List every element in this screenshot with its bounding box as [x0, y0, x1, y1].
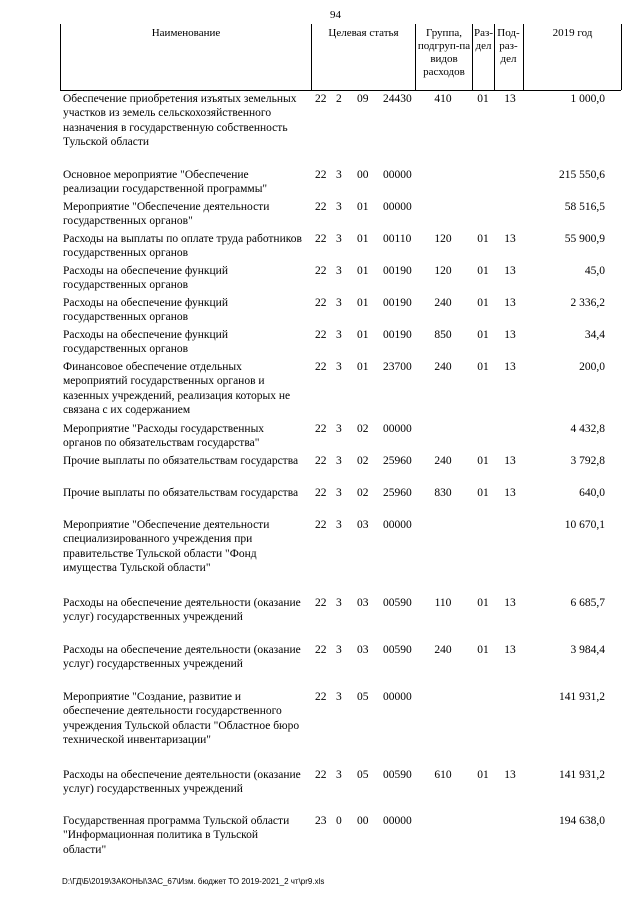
row-name: Расходы на обеспечение деятельности (оказание услуг) государственных учреждений: [63, 769, 301, 796]
row-group: 850: [434, 329, 452, 341]
row-code-1: 22: [315, 93, 327, 105]
row-code-4: 00590: [383, 644, 412, 656]
row-code-3: 05: [357, 691, 369, 703]
row-code-1: 23: [315, 815, 327, 827]
row-name: Расходы на выплаты по оплате труда работников государственных органов: [63, 233, 302, 260]
row-code-4: 24430: [383, 93, 412, 105]
row-amount: 200,0: [579, 361, 605, 373]
row-code-3: 01: [357, 297, 369, 309]
row-code-4: 00000: [383, 691, 412, 703]
row-code-4: 00190: [383, 329, 412, 341]
row-code-2: 3: [336, 233, 342, 245]
row-subsection: 13: [504, 487, 516, 499]
row-code-1: 22: [315, 455, 327, 467]
row-section: 01: [477, 361, 489, 373]
row-code-3: 02: [357, 455, 369, 467]
row-code-3: 09: [357, 93, 369, 105]
row-code-2: 2: [336, 93, 342, 105]
row-code-4: 23700: [383, 361, 412, 373]
row-group: 120: [434, 265, 452, 277]
row-subsection: 13: [504, 769, 516, 781]
row-group: 240: [434, 297, 452, 309]
row-code-1: 22: [315, 519, 327, 531]
row-name: Мероприятие "Расходы государственных органов по обязательствам государства": [63, 423, 265, 450]
row-group: 830: [434, 487, 452, 499]
row-code-3: 03: [357, 519, 369, 531]
row-section: 01: [477, 233, 489, 245]
row-section: 01: [477, 265, 489, 277]
row-name: Расходы на обеспечение деятельности (оказание услуг) государственных учреждений: [63, 597, 301, 624]
row-group: 610: [434, 769, 452, 781]
row-name: Расходы на обеспечение функций государственных органов: [63, 329, 228, 356]
row-amount: 141 931,2: [559, 691, 605, 703]
row-amount: 55 900,9: [564, 233, 605, 245]
row-group: 410: [434, 93, 452, 105]
row-section: 01: [477, 329, 489, 341]
row-section: 01: [477, 597, 489, 609]
row-subsection: 13: [504, 297, 516, 309]
row-code-2: 3: [336, 519, 342, 531]
header-section: Раз-дел: [473, 27, 493, 52]
row-amount: 34,4: [584, 329, 605, 341]
row-code-2: 3: [336, 597, 342, 609]
row-amount: 141 931,2: [559, 769, 605, 781]
row-code-3: 02: [357, 423, 369, 435]
row-code-3: 05: [357, 769, 369, 781]
row-group: 240: [434, 644, 452, 656]
row-amount: 3 984,4: [570, 644, 605, 656]
row-subsection: 13: [504, 597, 516, 609]
row-code-1: 22: [315, 487, 327, 499]
row-code-3: 02: [357, 487, 369, 499]
row-code-4: 00110: [383, 233, 412, 245]
row-subsection: 13: [504, 644, 516, 656]
row-group: 240: [434, 361, 452, 373]
row-group: 240: [434, 455, 452, 467]
row-code-2: 3: [336, 361, 342, 373]
row-amount: 6 685,7: [570, 597, 605, 609]
row-code-1: 22: [315, 265, 327, 277]
row-name: Прочие выплаты по обязательствам государства: [63, 487, 299, 499]
row-amount: 10 670,1: [564, 519, 605, 531]
row-code-1: 22: [315, 329, 327, 341]
row-code-1: 22: [315, 169, 327, 181]
row-amount: 194 638,0: [559, 815, 605, 827]
row-code-4: 00000: [383, 169, 412, 181]
row-name: Расходы на обеспечение деятельности (оказание услуг) государственных учреждений: [63, 644, 301, 671]
page-number: 94: [330, 9, 341, 21]
header-year: 2019 год: [552, 27, 593, 39]
row-subsection: 13: [504, 361, 516, 373]
row-name: Мероприятие "Обеспечение деятельности государственных органов": [63, 201, 270, 228]
header-target-article: Целевая статья: [328, 27, 399, 39]
row-section: 01: [477, 769, 489, 781]
column-divider: [311, 24, 312, 90]
row-amount: 58 516,5: [564, 201, 605, 213]
row-code-1: 22: [315, 201, 327, 213]
row-code-3: 01: [357, 361, 369, 373]
row-section: 01: [477, 93, 489, 105]
row-code-1: 22: [315, 423, 327, 435]
row-code-4: 00000: [383, 423, 412, 435]
row-code-2: 3: [336, 423, 342, 435]
row-code-3: 00: [357, 815, 369, 827]
row-code-1: 22: [315, 233, 327, 245]
row-subsection: 13: [504, 93, 516, 105]
row-subsection: 13: [504, 233, 516, 245]
row-name: Государственная программа Тульской области "Информационная политика в Тульской области": [63, 815, 290, 856]
row-section: 01: [477, 487, 489, 499]
row-code-2: 3: [336, 329, 342, 341]
row-subsection: 13: [504, 329, 516, 341]
row-code-2: 3: [336, 691, 342, 703]
row-code-4: 00590: [383, 597, 412, 609]
row-section: 01: [477, 644, 489, 656]
row-subsection: 13: [504, 455, 516, 467]
column-divider: [523, 24, 524, 90]
row-code-4: 00000: [383, 519, 412, 531]
header-name: Наименование: [151, 27, 221, 39]
row-amount: 3 792,8: [570, 455, 605, 467]
row-code-4: 00190: [383, 265, 412, 277]
row-code-2: 0: [336, 815, 342, 827]
row-code-3: 01: [357, 233, 369, 245]
column-divider: [60, 24, 61, 90]
row-name: Прочие выплаты по обязательствам государства: [63, 455, 299, 467]
row-code-1: 22: [315, 361, 327, 373]
row-code-2: 3: [336, 644, 342, 656]
row-amount: 640,0: [579, 487, 605, 499]
row-amount: 2 336,2: [570, 297, 605, 309]
header-group: Группа, подгруп-па видов расходов: [417, 27, 471, 78]
header-subsection: Под-раз-дел: [497, 27, 520, 65]
row-code-1: 22: [315, 644, 327, 656]
row-code-3: 03: [357, 644, 369, 656]
row-name: Мероприятие "Обеспечение деятельности специализированного учреждения при правительстве Тульской области "Фонд имущества Тульской области": [63, 519, 270, 574]
row-code-4: 25960: [383, 487, 412, 499]
row-code-2: 3: [336, 265, 342, 277]
row-code-1: 22: [315, 597, 327, 609]
row-code-4: 00190: [383, 297, 412, 309]
row-subsection: 13: [504, 265, 516, 277]
row-code-4: 25960: [383, 455, 412, 467]
row-code-4: 00000: [383, 201, 412, 213]
row-name: Расходы на обеспечение функций государственных органов: [63, 265, 228, 292]
row-code-3: 03: [357, 597, 369, 609]
row-code-2: 3: [336, 769, 342, 781]
row-amount: 4 432,8: [570, 423, 605, 435]
row-code-3: 01: [357, 201, 369, 213]
row-amount: 1 000,0: [570, 93, 605, 105]
row-code-3: 01: [357, 265, 369, 277]
row-code-1: 22: [315, 297, 327, 309]
row-section: 01: [477, 297, 489, 309]
row-code-3: 01: [357, 329, 369, 341]
table-header: [60, 24, 621, 91]
row-code-2: 3: [336, 487, 342, 499]
row-section: 01: [477, 455, 489, 467]
row-amount: 45,0: [584, 265, 605, 277]
column-divider: [621, 24, 622, 90]
row-name: Мероприятие "Создание, развитие и обеспечение деятельности государственного учреждения Тульской области "Областное бюро технической инвентаризации": [63, 691, 300, 746]
row-name: Финансовое обеспечение отдельных мероприятий государственных органов и казенных учреждений, реализация которых не связана с их содержанием: [63, 361, 291, 416]
row-code-1: 22: [315, 691, 327, 703]
row-code-2: 3: [336, 455, 342, 467]
row-code-4: 00000: [383, 815, 412, 827]
row-code-1: 22: [315, 769, 327, 781]
row-code-2: 3: [336, 201, 342, 213]
row-name: Расходы на обеспечение функций государственных органов: [63, 297, 228, 324]
row-code-2: 3: [336, 297, 342, 309]
row-group: 120: [434, 233, 452, 245]
file-path-footer: D:\ГД\Б\2019\ЗАКОНЫ\ЗАС_67\Изм. бюджет ТО 2019-2021_2 чт\pr9.xls: [62, 877, 325, 886]
row-amount: 215 550,6: [559, 169, 605, 181]
row-name: Обеспечение приобретения изъятых земельных участков из земель сельскохозяйственного назначения в государственную собственность Тульской области: [63, 93, 297, 148]
row-code-2: 3: [336, 169, 342, 181]
row-code-4: 00590: [383, 769, 412, 781]
row-code-3: 00: [357, 169, 369, 181]
column-divider: [415, 24, 416, 90]
row-name: Основное мероприятие "Обеспечение реализации государственной программы": [63, 169, 268, 196]
row-group: 110: [434, 597, 452, 609]
